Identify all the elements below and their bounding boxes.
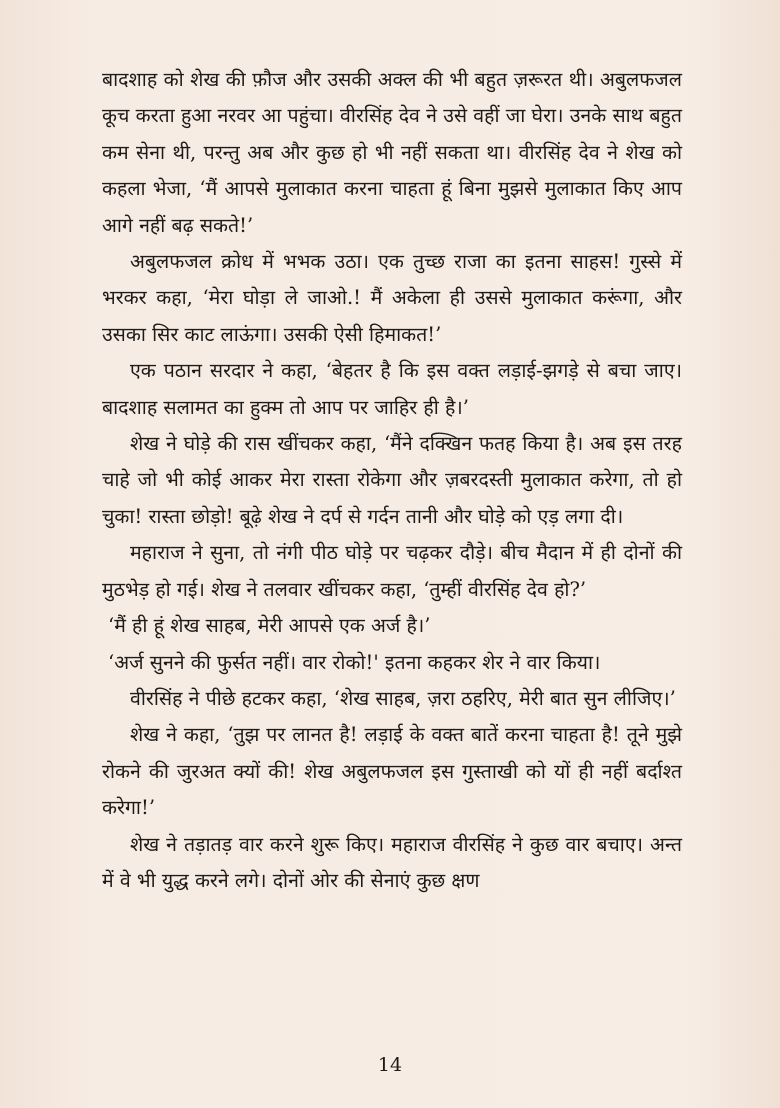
paragraph-5: महाराज ने सुना, तो नंगी पीठ घोड़े पर चढ़कर दौड़े। बीच मैदान में ही दोनों की मुठभेड़ हो गई। शेख ने तलवार खींचकर कहा, ‘तुम्हीं वीरसिंह देव हो?’ — [102, 541, 682, 601]
paragraph-9: शेख ने कहा, ‘तुझ पर लानत है! लड़ाई के वक्त बातें करना चाहता है! तूने मुझे रोकने की जुरअत क्यों की! शेख अबुलफजल इस गुस्ताखी को यों ही नहीं बर्दाश्त करेगा!’ — [102, 723, 682, 820]
body-text — [102, 62, 682, 899]
paragraph-1: बादशाह को शेख की फ़ौज और उसकी अक्ल की भी बहुत ज़रूरत थी। अबुलफजल कूच करता हुआ नरवर आ पहुंचा। वीरसिंह देव ने उसे वहीं जा घेरा। उनके साथ बहुत कम सेना थी, परन्तु अब और कुछ हो भी नहीं सकता था। वीरसिंह देव ने शेख को कहला भेजा, ‘मैं आपसे मुलाकात करना चाहता हूं बिना मुझसे मुलाकात किए आप आगे नहीं बढ़ सकते!’ — [102, 68, 682, 237]
paragraph-6: ‘मैं ही हूं शेख साहब, मेरी आपसे एक अर्ज है।’ — [108, 614, 431, 638]
paragraph-3: एक पठान सरदार ने कहा, ‘बेहतर है कि इस वक्त लड़ाई-झगड़े से बचा जाए। बादशाह सलामत का हुक्म तो आप पर जाहिर ही है।’ — [102, 359, 682, 419]
paragraph-2: अबुलफजल क्रोध में भभक उठा। एक तुच्छ राजा का इतना साहस! गुस्से में भरकर कहा, ‘मेरा घोड़ा ले जाओ.! मैं अकेला ही उससे मुलाकात करूंगा, और उसका सिर काट लाऊंगा। उसकी ऐसी हिमाकत!’ — [102, 250, 682, 346]
paragraph-4: शेख ने घोड़े की रास खींचकर कहा, ‘मैंने दक्खिन फतह किया है। अब इस तरह चाहे जो भी कोई आकर मेरा रास्ता रोकेगा और ज़बरदस्ती मुलाकात करेगा, तो हो चुका! रास्ता छोड़ो! बूढ़े शेख ने दर्प से गर्दन तानी और घोड़े को एड़ लगा दी। — [102, 432, 682, 528]
paragraph-10: शेख ने तड़ातड़ वार करने शुरू किए। महाराज वीरसिंह ने कुछ वार बचाए। अन्त में वे भी युद्ध करने लगे। दोनों ओर की सेनाएं कुछ क्षण — [102, 832, 682, 892]
paragraph-7: ‘अर्ज सुनने की फुर्सत नहीं। वार रोको!' इतना कहकर शेर ने वार किया। — [108, 650, 601, 674]
paragraph-8: वीरसिंह ने पीछे हटकर कहा, ‘शेख साहब, ज़रा ठहरिए, मेरी बात सुन लीजिए।’ — [130, 686, 676, 710]
page-number: 14 — [377, 1054, 403, 1076]
